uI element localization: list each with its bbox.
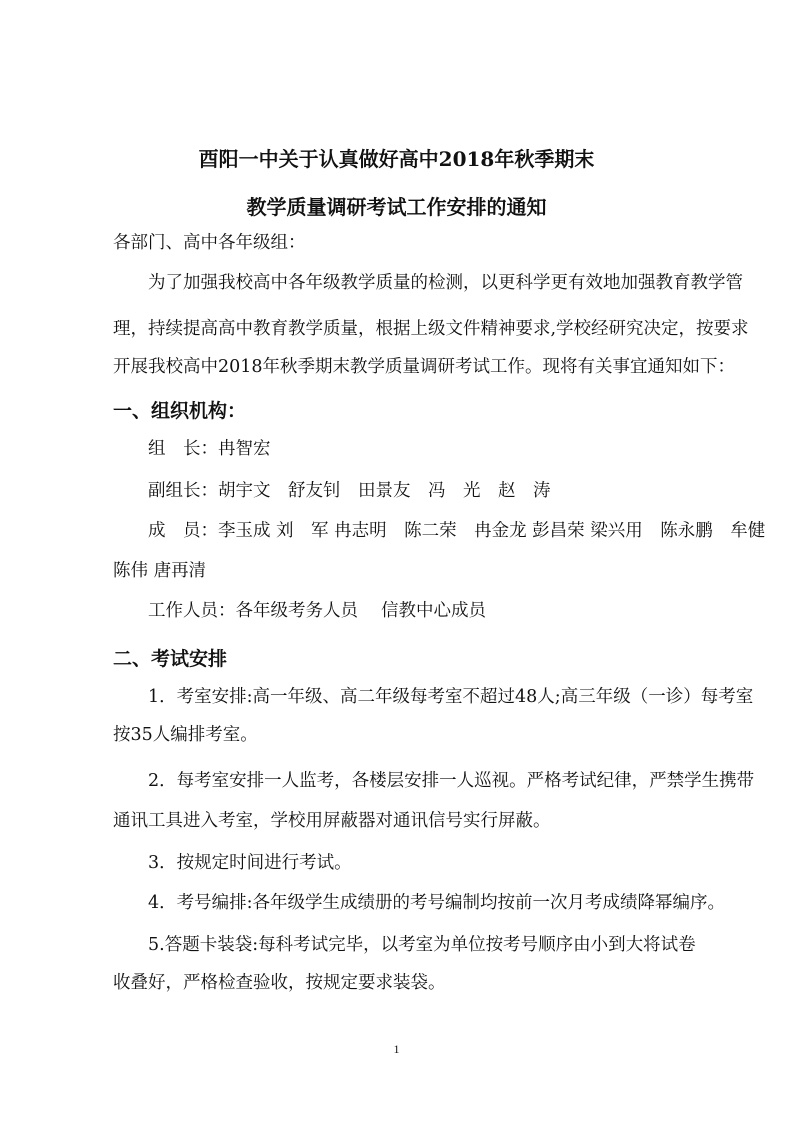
document-title-line-1: 酉阳一中关于认真做好高中2018年秋季期末	[198, 147, 595, 171]
item-5-line-1: 5.答题卡装袋:每科考试完毕，以考室为单位按考号顺序由小到大将试卷	[148, 935, 696, 955]
item-2-line-1: 2．每考室安排一人监考，各楼层安排一人巡视。严格考试纪律，严禁学生携带	[148, 771, 755, 791]
members-line-1: 成 员：李玉成 刘 军 冉志明 陈二荣 冉金龙 彭昌荣 梁兴用 陈永鹏 牟健	[148, 521, 766, 541]
section-heading-exam-arrangement: 二、考试安排	[113, 648, 228, 670]
item-5-line-2: 收叠好，严格检查验收，按规定要求装袋。	[113, 973, 446, 993]
intro-line-1: 为了加强我校高中各年级教学质量的检测，以更科学更有效地加强教育教学管	[148, 273, 743, 293]
item-2-line-2: 通讯工具进入考室，学校用屏蔽器对通讯信号实行屏蔽。	[113, 811, 551, 831]
leader-line: 组 长：冉智宏	[148, 439, 271, 459]
intro-line-3: 开展我校高中2018年秋季期末教学质量调研考试工作。现将有关事宜通知如下：	[113, 357, 736, 377]
deputy-leader-line: 副组长：胡宇文 舒友钊 田景友 冯 光 赵 涛	[148, 481, 551, 501]
document-title-line-2: 教学质量调研考试工作安排的通知	[246, 195, 547, 219]
salutation: 各部门、高中各年级组：	[113, 233, 306, 253]
staff-line: 工作人员：各年级考务人员 信教中心成员	[148, 601, 487, 621]
page-number: 1	[393, 1042, 400, 1056]
item-3: 3．按规定时间进行考试。	[148, 853, 352, 873]
item-1-line-1: 1．考室安排:高一年级、高二年级每考室不超过48人;高三年级（一诊）每考室	[148, 687, 754, 707]
members-line-2: 陈伟 唐再清	[113, 561, 207, 581]
item-4: 4．考号编排:各年级学生成绩册的考号编制均按前一次月考成绩降幂编序。	[148, 893, 726, 913]
item-1-line-2: 按35人编排考室。	[113, 725, 258, 745]
intro-line-2: 理，持续提高高中教育教学质量，根据上级文件精神要求,学校经研究决定，按要求	[113, 319, 749, 339]
section-heading-organization: 一、组织机构：	[113, 400, 247, 422]
